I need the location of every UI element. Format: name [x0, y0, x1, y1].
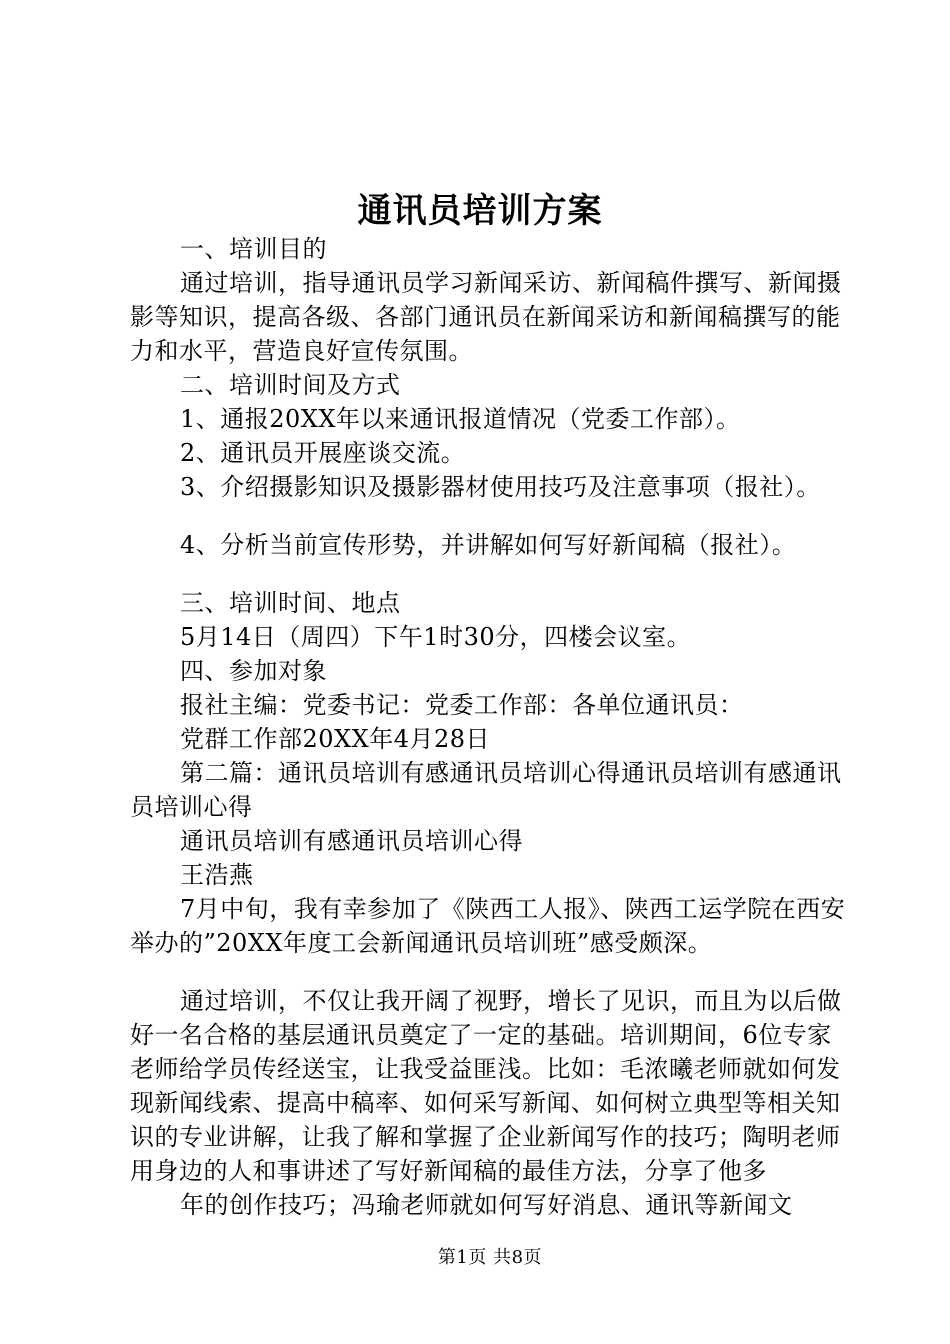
- paragraph-gap: [130, 960, 850, 984]
- list-item: 1、通报20XX年以来通讯报道情况（党委工作部）。: [180, 405, 741, 433]
- section-heading-time-place: 三、培训时间、地点: [180, 589, 401, 617]
- list-item: 2、通讯员开展座谈交流。: [180, 439, 466, 467]
- paragraph-purpose: 通过培训，指导通讯员学习新闻采访、新闻稿件撰写、新闻摄影等知识，提高各级、各部门通讯员在新闻采访和新闻稿撰写的能力和水平，营造良好宣传氛围。: [130, 269, 842, 365]
- document-title: 通讯员培训方案: [357, 191, 603, 231]
- author-name: 王浩燕: [180, 861, 254, 889]
- paragraph-gap: [130, 562, 850, 586]
- paragraph-continuation: 年的创作技巧；冯瑜老师就如何写好消息、通讯等新闻文: [180, 1191, 793, 1219]
- section-heading-method: 二、培训时间及方式: [180, 371, 401, 399]
- document-body: [130, 232, 850, 1222]
- article-heading-part-two: 第二篇：通讯员培训有感通讯员培训心得通讯员培训有感通讯员培训心得: [130, 759, 842, 821]
- paragraph-participants: 报社主编：党委书记：党委工作部：各单位通讯员：: [180, 691, 744, 719]
- list-item: 4、分析当前宣传形势，并讲解如何写好新闻稿（报社）。: [180, 531, 797, 559]
- signature-line: 党群工作部20XX年4月28日: [180, 725, 491, 753]
- article-subtitle: 通讯员培训有感通讯员培训心得: [180, 827, 523, 855]
- paragraph-time-place: 5月14日（周四）下午1时30分，四楼会议室。: [180, 623, 692, 651]
- paragraph-gap: [130, 504, 850, 528]
- section-heading-purpose: 一、培训目的: [180, 235, 327, 263]
- list-item: 3、介绍摄影知识及摄影器材使用技巧及注意事项（报社）。: [180, 473, 821, 501]
- paragraph-training-benefits: 通过培训，不仅让我开阔了视野，增长了见识，而且为以后做好一名合格的基层通讯员奠定了一定的基础。培训期间，6位专家老师给学员传经送宝，让我受益匪浅。比如：毛浓曦老师就如何发现新闻线索、提高中稿率、如何采写新闻、如何树立典型等相关知识的专业讲解，让我了解和掌握了企业新闻写作的技巧；陶明老师用身边的人和事讲述了写好新闻稿的最佳方法，分享了他多: [130, 987, 842, 1185]
- page-number-footer: 第1页 共8页: [437, 1247, 543, 1268]
- section-heading-participants: 四、参加对象: [180, 657, 327, 685]
- paragraph-intro: 7月中旬，我有幸参加了《陕西工人报》、陕西工运学院在西安举办的”20XX年度工会新闻通讯员培训班”感受颇深。: [130, 895, 846, 957]
